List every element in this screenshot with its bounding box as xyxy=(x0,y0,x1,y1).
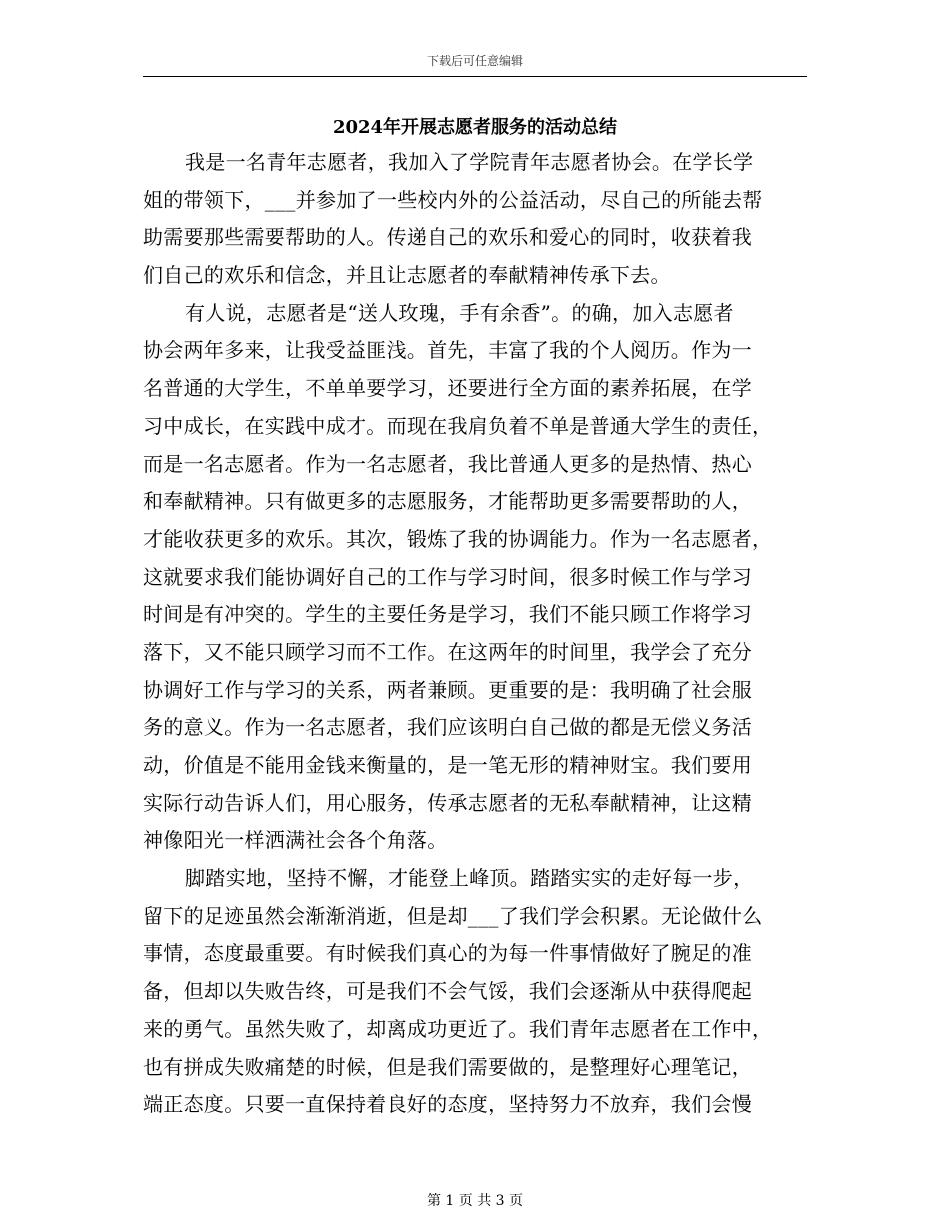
document-title: 2024年开展志愿者服务的活动总结 xyxy=(332,117,618,138)
header-divider xyxy=(143,76,807,77)
paragraph-line: 端正态度。只要一直保持着良好的态度，坚持努力不放弃，我们会慢 xyxy=(143,1092,752,1117)
paragraph-line: 备，但却以失败告终，可是我们不会气馁，我们会逐渐从中获得爬起 xyxy=(143,979,752,1004)
paragraph-line: 才能收获更多的欢乐。其次，锻炼了我的协调能力。作为一名志愿者， xyxy=(143,526,773,551)
paragraph-line: 和奉献精神。只有做更多的志愿服务，才能帮助更多需要帮助的人， xyxy=(143,489,752,514)
paragraph-line: 这就要求我们能协调好自己的工作与学习时间，很多时候工作与学习 xyxy=(143,564,752,589)
paragraph-line: 习中成长，在实践中成才。而现在我肩负着不单是普通大学生的责任， xyxy=(143,413,773,438)
paragraph-line: 实际行动告诉人们，用心服务，传承志愿者的无私奉献精神，让这精 xyxy=(143,790,752,815)
paragraph xyxy=(143,860,807,1124)
paragraph-line: 有人说，志愿者是“送人玫瑰，手有余香”。的确，加入志愿者 xyxy=(185,300,734,325)
paragraph-line: 们自己的欢乐和信念，并且让志愿者的奉献精神传承下去。 xyxy=(143,263,671,288)
paragraph-line: 脚踏实地，坚持不懈，才能登上峰顶。踏踏实实的走好每一步， xyxy=(185,866,754,891)
paragraph-line: 协调好工作与学习的关系，两者兼顾。更重要的是：我明确了社会服 xyxy=(143,677,752,702)
page-footer: 第 1 页 共 3 页 xyxy=(426,1193,524,1209)
paragraph-line: 时间是有冲突的。学生的主要任务是学习，我们不能只顾工作将学习 xyxy=(143,602,752,627)
paragraph xyxy=(143,144,807,295)
paragraph-line: 协会两年多来，让我受益匪浅。首先，丰富了我的个人阅历。作为一 xyxy=(143,338,752,363)
paragraph-line: 神像阳光一样洒满社会各个角落。 xyxy=(143,828,448,853)
paragraph-line: 务的意义。作为一名志愿者，我们应该明白自己做的都是无偿义务活 xyxy=(143,715,752,740)
paragraph-line: 事情，态度最重要。有时候我们真心的为每一件事情做好了腕足的准 xyxy=(143,941,752,966)
paragraph-line: 我是一名青年志愿者，我加入了学院青年志愿者协会。在学长学 xyxy=(185,150,754,174)
paragraph-line: 名普通的大学生，不单单要学习，还要进行全方面的素养拓展，在学 xyxy=(143,376,752,401)
paragraph-line: 留下的足迹虽然会渐渐消逝，但是却___了我们学会积累。无论做什么 xyxy=(143,903,763,928)
paragraph-line: 来的勇气。虽然失败了，却离成功更近了。我们青年志愿者在工作中， xyxy=(143,1016,773,1041)
document-body xyxy=(143,144,807,1124)
paragraph-line: 落下，又不能只顾学习而不工作。在这两年的时间里，我学会了充分 xyxy=(143,639,752,664)
page-header: 下载后可任意编辑 xyxy=(426,54,523,68)
paragraph-line: 助需要那些需要帮助的人。传递自己的欢乐和爱心的同时，收获着我 xyxy=(143,225,752,250)
paragraph xyxy=(143,295,807,860)
paragraph-line: 姐的带领下，___并参加了一些校内外的公益活动，尽自己的所能去帮 xyxy=(143,187,763,212)
paragraph-line: 而是一名志愿者。作为一名志愿者，我比普通人更多的是热情、热心 xyxy=(143,451,752,476)
paragraph-line: 动，价值是不能用金钱来衡量的，是一笔无形的精神财宝。我们要用 xyxy=(143,753,752,777)
paragraph-line: 也有拼成失败痛楚的时候，但是我们需要做的，是整理好心理笔记， xyxy=(143,1054,752,1079)
